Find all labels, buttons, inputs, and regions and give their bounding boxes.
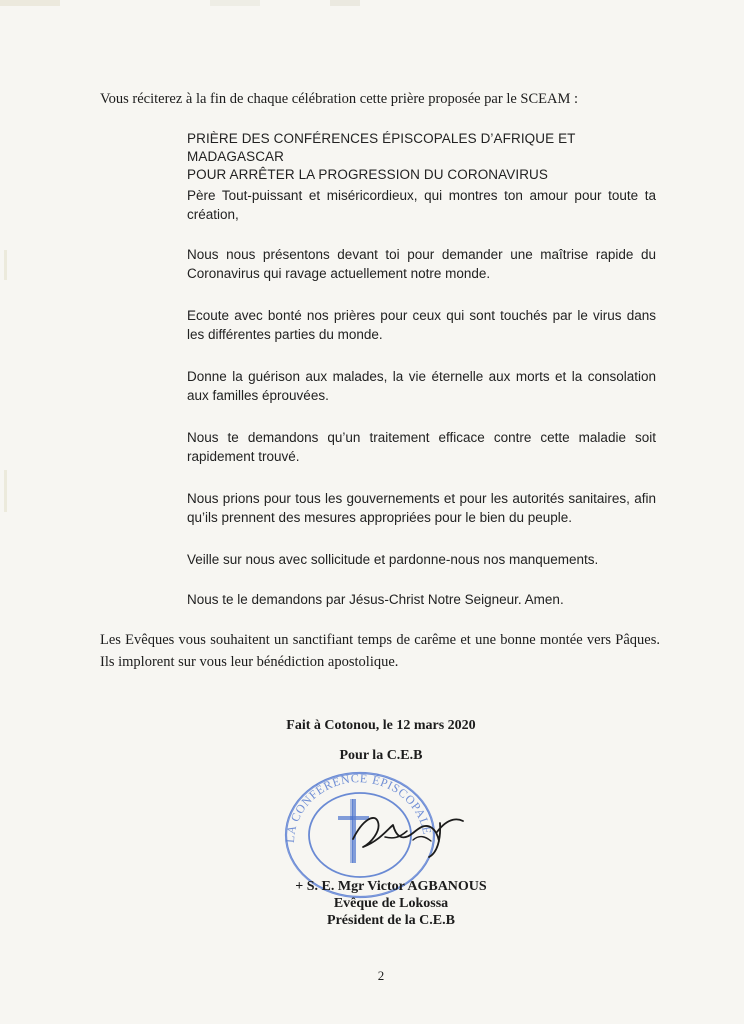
- signatory-role: Président de la C.E.B: [327, 913, 455, 928]
- prayer-paragraph: Veille sur nous avec sollicitude et pardonne-nous nos manquements.: [187, 552, 599, 567]
- scan-left-edge-mark: [4, 470, 7, 512]
- prayer-paragraph: Ecoute avec bonté nos prières pour ceux qui sont touchés par le virus dans les différentes parties du monde.: [187, 308, 656, 342]
- prayer-paragraph: Nous prions pour tous les gouvernements et pour les autorités sanitaires, afin qu’ils prennent des mesures appropriées pour le bien du peuple.: [187, 491, 656, 525]
- signatory-title: Evêque de Lokossa: [333, 896, 449, 911]
- date-line: Fait à Cotonou, le 12 mars 2020: [286, 718, 476, 733]
- scan-left-edge-mark: [4, 250, 7, 280]
- handwritten-signature: [345, 805, 470, 860]
- for-line: Pour la C.E.B: [339, 748, 423, 763]
- prayer-section: [187, 130, 656, 607]
- page-number: 2: [377, 968, 385, 983]
- prayer-title: [187, 130, 656, 184]
- prayer-title-line: PRIÈRE DES CONFÉRENCES ÉPISCOPALES D’AFRIQUE ET MADAGASCAR: [187, 131, 576, 164]
- seal-text: LA CONFÉRENCE ÉPISCOPALE: [282, 771, 435, 844]
- signatory-block: [0, 878, 744, 929]
- prayer-paragraph: Nous te demandons qu’un traitement efficace contre cette maladie soit rapidement trouvé.: [187, 430, 656, 464]
- prayer-title-line: POUR ARRÊTER LA PROGRESSION DU CORONAVIRUS: [187, 167, 549, 182]
- prayer-paragraph: Nous te le demandons par Jésus-Christ Notre Seigneur. Amen.: [187, 592, 564, 607]
- prayer-paragraph: Donne la guérison aux malades, la vie éternelle aux morts et la consolation aux familles éprouvées.: [187, 369, 656, 403]
- closing-paragraph: Les Evêques vous souhaitent un sanctifiant temps de carême et une bonne montée vers Pâques. Ils implorent sur vous leur bénédiction apostolique.: [100, 632, 660, 670]
- prayer-paragraph: Nous nous présentons devant toi pour demander une maîtrise rapide du Coronavirus qui ravage actuellement notre monde.: [187, 247, 656, 281]
- prayer-paragraph: Père Tout-puissant et miséricordieux, qui montres ton amour pour toute ta création,: [187, 188, 656, 222]
- intro-text: Vous réciterez à la fin de chaque célébration cette prière proposée par le SCEAM :: [100, 91, 579, 107]
- scan-edge-marks: [0, 0, 744, 6]
- signatory-name: + S. E. Mgr Victor AGBANOUS: [295, 879, 487, 894]
